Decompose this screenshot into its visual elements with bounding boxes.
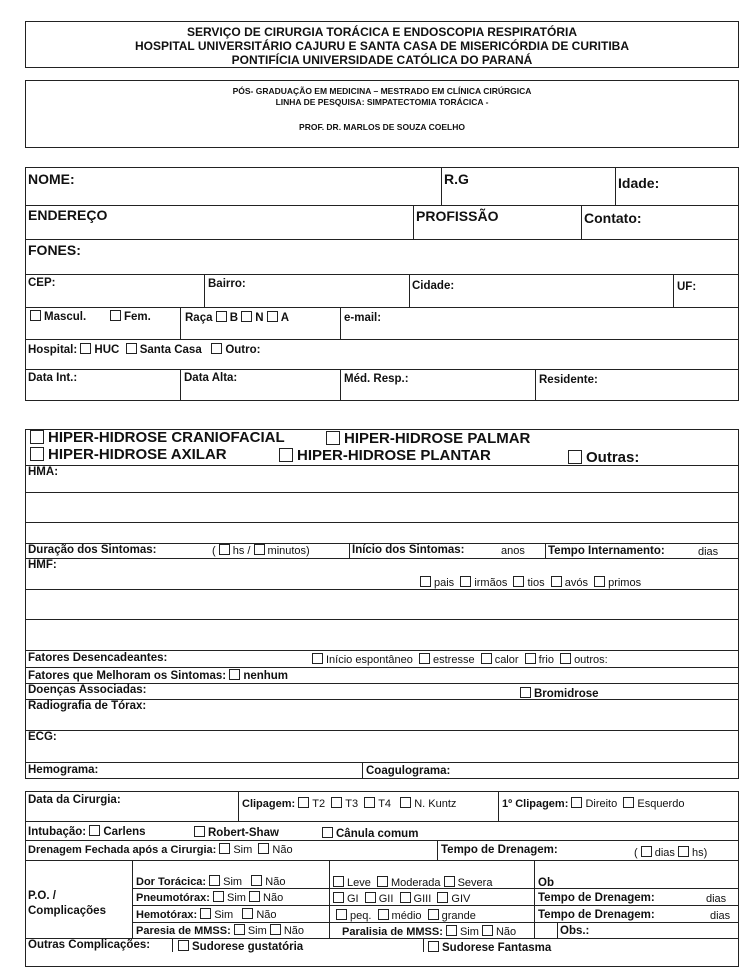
- institution-header: [25, 21, 739, 68]
- giii-label: GIII: [413, 893, 432, 905]
- po-label: P.O. /: [28, 890, 56, 902]
- nenhum-checkbox[interactable]: [229, 669, 240, 680]
- paresia-nao-label: Não: [283, 925, 305, 937]
- hmf-options: [420, 576, 641, 589]
- axilar-label: HIPER-HIDROSE AXILAR: [48, 446, 227, 463]
- tempo-drenagem-label: Tempo de Drenagem:: [441, 844, 558, 856]
- clipagem-group: [242, 797, 456, 810]
- coagulograma-label: Coagulograma:: [366, 765, 451, 777]
- inicio-label: Início dos Sintomas:: [352, 544, 465, 556]
- frio-label: frio: [538, 654, 554, 666]
- gii-label: GII: [378, 893, 394, 905]
- outras-option[interactable]: [568, 450, 639, 465]
- pneumo-sim-checkbox[interactable]: [213, 891, 224, 902]
- pneumotorax-label: Pneumotórax:: [136, 892, 210, 904]
- hemograma-label: Hemograma:: [28, 764, 99, 776]
- carlens-label: Carlens: [103, 826, 146, 838]
- race-b-checkbox[interactable]: [216, 311, 227, 322]
- race-a-label: A: [280, 312, 290, 324]
- tempo-internamento-label: Tempo Internamento:: [548, 545, 665, 557]
- pneumo-nao-checkbox[interactable]: [249, 891, 260, 902]
- program-line2: LINHA DE PESQUISA: SIMPATECTOMIA TORÁCICA -: [275, 97, 489, 107]
- male-checkbox[interactable]: [30, 310, 41, 321]
- estresse-checkbox[interactable]: [419, 653, 430, 664]
- race-n-label: N: [255, 312, 264, 324]
- pneumo-grau-group: [333, 892, 470, 905]
- primeira-clipagem-label: 1º Clipagem:: [502, 798, 569, 810]
- esquerdo-label: Esquerdo: [637, 798, 685, 810]
- axilar-option[interactable]: [30, 447, 227, 462]
- t2-label: T2: [312, 798, 326, 810]
- email-label: e-mail:: [344, 312, 382, 324]
- estresse-label: estresse: [432, 654, 475, 666]
- medio-label: médio: [391, 910, 422, 922]
- hs-checkbox[interactable]: [219, 544, 230, 555]
- clinical-section: [25, 429, 739, 779]
- avos-checkbox[interactable]: [551, 576, 562, 587]
- dias-pneumo-label: dias: [706, 893, 727, 905]
- intubacao-label: Intubação:: [28, 826, 87, 838]
- outro-hospital-label: Outro:: [225, 344, 261, 356]
- contato-label: Contato:: [584, 210, 642, 226]
- calor-label: calor: [494, 654, 519, 666]
- t3-label: T3: [345, 798, 359, 810]
- dor-sim-checkbox[interactable]: [209, 875, 220, 886]
- fones-label: FONES:: [28, 242, 81, 258]
- frio-checkbox[interactable]: [525, 653, 536, 664]
- race-label: Raça: [185, 312, 213, 324]
- huc-checkbox[interactable]: [80, 343, 91, 354]
- drenagem-sim-checkbox[interactable]: [219, 843, 230, 854]
- hs-label: hs /: [232, 545, 251, 557]
- avos-label: avós: [564, 577, 588, 589]
- dren-dias-label: dias: [654, 847, 675, 859]
- esquerdo-checkbox[interactable]: [623, 797, 634, 808]
- drenagem-group: [28, 843, 293, 856]
- craniofacial-option[interactable]: [30, 430, 285, 445]
- robert-shaw-label: Robert-Shaw: [208, 827, 279, 839]
- santa-casa-label: Santa Casa: [139, 344, 202, 356]
- hospital-group: [28, 343, 260, 357]
- paralisia-group: [342, 925, 516, 938]
- hma-label: HMA:: [28, 466, 59, 478]
- dren-dias-checkbox[interactable]: [641, 846, 652, 857]
- paresia-sim-checkbox[interactable]: [234, 924, 245, 935]
- t2-checkbox[interactable]: [298, 797, 309, 808]
- grande-checkbox[interactable]: [428, 909, 439, 920]
- canula-option[interactable]: [322, 827, 418, 841]
- ob-label: Ob: [538, 877, 554, 889]
- t4-label: T4: [378, 798, 392, 810]
- identification-section: [25, 167, 739, 401]
- craniofacial-checkbox[interactable]: [30, 430, 44, 444]
- bromidrose-checkbox[interactable]: [520, 687, 531, 698]
- gustatoria-checkbox[interactable]: [178, 940, 189, 951]
- tempo-drenagem-pneumo-label: Tempo de Drenagem:: [538, 892, 655, 904]
- dor-toracica-label: Dor Torácica:: [136, 876, 207, 888]
- paralisia-nao-label: Não: [495, 926, 517, 938]
- sex-male-option[interactable]: [30, 310, 86, 324]
- bromidrose-label: Bromidrose: [534, 688, 599, 700]
- dor-sim-label: Sim: [223, 876, 243, 888]
- race-a-checkbox[interactable]: [267, 311, 278, 322]
- peq-checkbox[interactable]: [336, 909, 347, 920]
- idade-label: Idade:: [618, 175, 660, 191]
- hemo-sim-checkbox[interactable]: [200, 908, 211, 919]
- tios-checkbox[interactable]: [513, 576, 524, 587]
- uf-label: UF:: [677, 281, 697, 293]
- pneumo-nao-label: Não: [263, 892, 284, 904]
- pais-label: pais: [434, 577, 455, 589]
- irmaos-label: irmãos: [474, 577, 508, 589]
- radiografia-label: Radiografia de Tórax:: [28, 700, 147, 712]
- female-label: Fem.: [124, 311, 151, 323]
- anos-label: anos: [501, 545, 525, 557]
- plantar-option[interactable]: [279, 448, 491, 463]
- palmar-checkbox[interactable]: [326, 431, 340, 445]
- dren-hs-checkbox[interactable]: [678, 846, 689, 857]
- nome-label: NOME:: [28, 171, 75, 187]
- gustatoria-option[interactable]: [178, 940, 303, 954]
- huc-label: HUC: [94, 344, 120, 356]
- paresia-group: [136, 924, 304, 937]
- paralisia-sim-checkbox[interactable]: [446, 925, 457, 936]
- inicio-espontaneo-label: Início espontâneo: [326, 654, 413, 666]
- moderada-checkbox[interactable]: [377, 876, 388, 887]
- primos-label: primos: [608, 577, 642, 589]
- primos-checkbox[interactable]: [594, 576, 605, 587]
- fantasma-checkbox[interactable]: [428, 941, 439, 952]
- hemotorax-label: Hemotórax:: [136, 909, 198, 921]
- paralisia-nao-checkbox[interactable]: [482, 925, 493, 936]
- leve-label: Leve: [347, 877, 371, 889]
- outros-label: outros:: [574, 654, 608, 666]
- drenagem-nao-label: Não: [272, 844, 293, 856]
- severa-label: Severa: [457, 877, 493, 889]
- nenhum-label: nenhum: [243, 670, 289, 682]
- kuntz-checkbox[interactable]: [400, 797, 411, 808]
- primeira-clipagem-group: [502, 797, 684, 810]
- dias-hemo-label: dias: [710, 910, 731, 922]
- data-int-label: Data Int.:: [28, 372, 78, 384]
- plantar-label: HIPER-HIDROSE PLANTAR: [297, 447, 491, 464]
- duracao-units: ( hs / minutos): [212, 545, 310, 557]
- program-line1: PÓS- GRADUAÇÃO EM MEDICINA – MESTRADO EM CLÍNICA CIRÚRGICA: [232, 86, 532, 96]
- dias-label: dias: [698, 546, 719, 558]
- giv-label: GIV: [451, 893, 471, 905]
- paresia-label: Paresia de MMSS:: [136, 925, 231, 937]
- med-resp-label: Méd. Resp.:: [344, 373, 409, 385]
- fantasma-option[interactable]: [428, 941, 551, 955]
- bairro-label: Bairro:: [208, 278, 246, 290]
- palmar-label: HIPER-HIDROSE PALMAR: [344, 430, 531, 447]
- program-line3: PROF. DR. MARLOS DE SOUZA COELHO: [299, 122, 465, 132]
- pneumotorax-group: [136, 891, 283, 904]
- t3-checkbox[interactable]: [331, 797, 342, 808]
- melhoram-label: Fatores que Melhoram os Sintomas:: [28, 670, 227, 682]
- male-label: Mascul.: [44, 311, 87, 323]
- drenagem-sim-label: Sim: [233, 844, 253, 856]
- race-group: [185, 311, 289, 325]
- paralisia-label: Paralisia de MMSS:: [342, 926, 443, 938]
- giv-checkbox[interactable]: [437, 892, 448, 903]
- grande-label: grande: [441, 910, 476, 922]
- calor-checkbox[interactable]: [481, 653, 492, 664]
- robert-shaw-checkbox[interactable]: [194, 826, 205, 837]
- outras-complicacoes-label: Outras Complicações:: [28, 939, 151, 951]
- pais-checkbox[interactable]: [420, 576, 431, 587]
- gi-label: GI: [347, 893, 359, 905]
- tios-label: tios: [527, 577, 545, 589]
- giii-checkbox[interactable]: [400, 892, 411, 903]
- hemo-sim-label: Sim: [214, 909, 234, 921]
- data-alta-label: Data Alta:: [184, 372, 238, 384]
- tempo-drenagem-units: ( dias hs): [634, 847, 708, 859]
- hemo-nao-checkbox[interactable]: [242, 908, 253, 919]
- pneumo-sim-label: Sim: [227, 892, 246, 904]
- outro-hospital-checkbox[interactable]: [211, 343, 222, 354]
- dor-toracica-group: [136, 875, 285, 888]
- clipagem-label: Clipagem:: [242, 798, 296, 810]
- craniofacial-label: HIPER-HIDROSE CRANIOFACIAL: [48, 429, 285, 446]
- minutos-label: minutos): [267, 545, 310, 557]
- direito-checkbox[interactable]: [571, 797, 582, 808]
- hemotorax-group: [136, 908, 277, 921]
- program-header: [25, 80, 739, 148]
- t4-checkbox[interactable]: [364, 797, 375, 808]
- melhoram-group: [28, 669, 288, 683]
- drenagem-label: Drenagem Fechada após a Cirurgia:: [28, 844, 217, 856]
- dor-intensidade-group: [333, 876, 492, 889]
- complicacoes-label: Complicações: [28, 905, 106, 917]
- dren-hs-label: hs): [691, 847, 708, 859]
- header-line1: SERVIÇO DE CIRURGIA TORÁCICA E ENDOSCOPIA RESPIRATÓRIA: [186, 25, 578, 39]
- fatores-label: Fatores Desencadeantes:: [28, 652, 168, 664]
- data-cirurgia-label: Data da Cirurgia:: [28, 794, 121, 806]
- plantar-checkbox[interactable]: [279, 448, 293, 462]
- gustatoria-label: Sudorese gustatória: [192, 941, 304, 953]
- paresia-nao-checkbox[interactable]: [270, 924, 281, 935]
- paresia-sim-label: Sim: [247, 925, 267, 937]
- peq-label: peq.: [350, 910, 372, 922]
- kuntz-label: N. Kuntz: [414, 798, 457, 810]
- inicio-espontaneo-checkbox[interactable]: [312, 653, 323, 664]
- ecg-label: ECG:: [28, 731, 57, 743]
- leve-checkbox[interactable]: [333, 876, 344, 887]
- severa-checkbox[interactable]: [444, 876, 455, 887]
- residente-label: Residente:: [539, 374, 598, 386]
- canula-label: Cânula comum: [336, 828, 419, 840]
- outras-label: Outras:: [586, 449, 640, 466]
- irmaos-checkbox[interactable]: [460, 576, 471, 587]
- robert-shaw-option[interactable]: [194, 826, 279, 840]
- race-b-label: B: [229, 312, 239, 324]
- gii-checkbox[interactable]: [365, 892, 376, 903]
- header-line3: PONTIFÍCIA UNIVERSIDADE CATÓLICA DO PARANÁ: [231, 53, 533, 67]
- gi-checkbox[interactable]: [333, 892, 344, 903]
- cidade-label: Cidade:: [412, 280, 455, 292]
- dor-nao-label: Não: [265, 876, 286, 888]
- header-line2: HOSPITAL UNIVERSITÁRIO CAJURU E SANTA CASA DE MISERICÓRDIA DE CURITIBA: [134, 39, 630, 53]
- canula-checkbox[interactable]: [322, 827, 333, 838]
- medio-checkbox[interactable]: [378, 909, 389, 920]
- paralisia-sim-label: Sim: [459, 926, 479, 938]
- santa-casa-checkbox[interactable]: [126, 343, 137, 354]
- female-checkbox[interactable]: [110, 310, 121, 321]
- hmf-label: HMF:: [28, 559, 57, 571]
- fantasma-label: Sudorese Fantasma: [442, 942, 552, 954]
- palmar-option[interactable]: [326, 431, 530, 446]
- fatores-options: [312, 653, 608, 666]
- carlens-checkbox[interactable]: [89, 825, 100, 836]
- outros-checkbox[interactable]: [560, 653, 571, 664]
- direito-label: Direito: [585, 798, 618, 810]
- profissao-label: PROFISSÃO: [416, 208, 499, 224]
- sex-female-option[interactable]: [110, 310, 151, 324]
- rg-label: R.G: [444, 171, 469, 187]
- endereco-label: ENDEREÇO: [28, 207, 108, 223]
- hemo-volume-group: [336, 909, 476, 922]
- doencas-label: Doenças Associadas:: [28, 684, 147, 696]
- hospital-label: Hospital:: [28, 344, 78, 356]
- dor-nao-checkbox[interactable]: [251, 875, 262, 886]
- minutos-checkbox[interactable]: [254, 544, 265, 555]
- cep-label: CEP:: [28, 277, 56, 289]
- intubacao-group: [28, 825, 146, 839]
- duracao-label: Duração dos Sintomas:: [28, 544, 157, 556]
- obs-label: Obs.:: [560, 925, 590, 937]
- drenagem-nao-checkbox[interactable]: [258, 843, 269, 854]
- outras-checkbox[interactable]: [568, 450, 582, 464]
- moderada-label: Moderada: [390, 877, 441, 889]
- hemo-nao-label: Não: [256, 909, 277, 921]
- race-n-checkbox[interactable]: [241, 311, 252, 322]
- tempo-drenagem-hemo-label: Tempo de Drenagem:: [538, 909, 655, 921]
- axilar-checkbox[interactable]: [30, 447, 44, 461]
